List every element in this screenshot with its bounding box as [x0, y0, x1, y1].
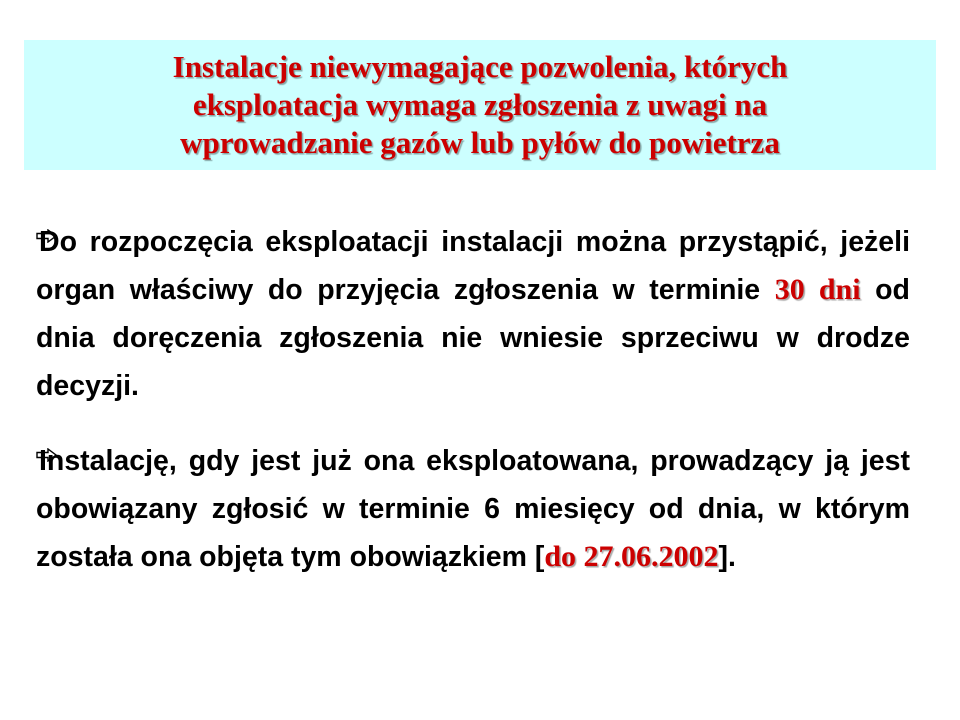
paragraph-2 [36, 437, 910, 581]
paragraph-2-first-word: Instalację, [39, 445, 177, 477]
paragraph-2-text-a: gdy jest już ona eksploatowana, prowadzący ją jest obowiązany zgłosić w terminie 6 miesięcy od dnia, w którym została ona objęta tym obowiązkiem [ [36, 445, 910, 573]
paragraph-1-highlight: 30 dni [774, 273, 861, 306]
paragraph-1 [36, 218, 910, 410]
paragraph-2-highlight: do 27.06.2002 [544, 540, 719, 573]
title-line-3: wprowadzanie gazów lub pyłów do powietrza [180, 125, 780, 160]
paragraph-2-text-b: ]. [718, 541, 736, 573]
title-box [24, 40, 936, 170]
paragraph-1-first-word: Do [39, 226, 77, 258]
title-line-2: eksploatacja wymaga zgłoszenia z uwagi na [192, 87, 768, 122]
paragraph-1-text-a: rozpoczęcia eksploatacji instalacji można przystąpić, jeżeli organ właściwy do przyjęcia zgłoszenia w terminie [36, 226, 910, 306]
title-line-1: Instalacje niewymagające pozwolenia, których [172, 49, 788, 84]
paragraph-1-text-b: od dnia doręczenia zgłoszenia nie wniesie sprzeciwu w drodze decyzji. [36, 274, 910, 402]
